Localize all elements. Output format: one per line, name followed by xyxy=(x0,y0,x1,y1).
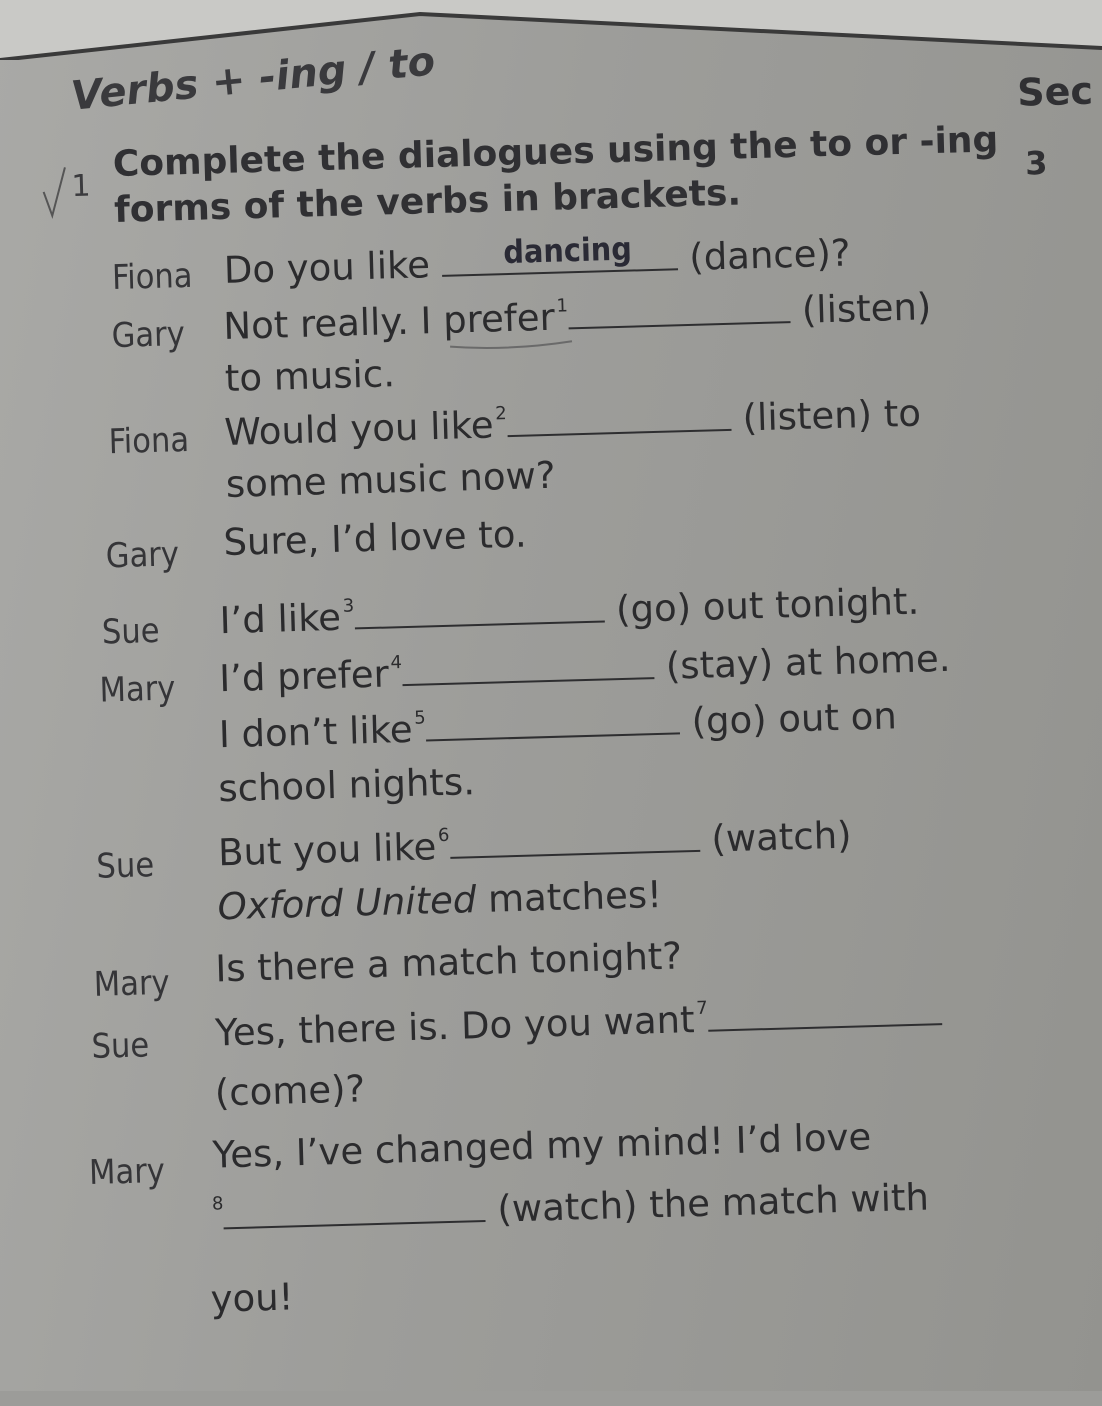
line-text: I don’t like xyxy=(218,707,414,757)
dialogue-line xyxy=(224,390,922,454)
verb-hint: (go) out on xyxy=(690,694,898,744)
answer-blank-3[interactable] xyxy=(354,586,605,629)
side-section-label: Sec xyxy=(1016,68,1094,115)
tick-mark-icon xyxy=(39,163,71,224)
blank-number: 6 xyxy=(437,824,450,847)
speaker-label: Gary xyxy=(111,314,186,357)
blank-number: 2 xyxy=(494,403,507,425)
instruction-line-1: Complete the dialogues using the to or -ing xyxy=(112,119,999,185)
example-answer: dancing xyxy=(502,229,633,272)
blank-number: 1 xyxy=(556,295,569,317)
speaker-label: Mary xyxy=(99,668,176,711)
answer-blank-1[interactable] xyxy=(568,287,791,329)
speaker-label: Sue xyxy=(90,1025,150,1067)
line-text: Not really. I prefer xyxy=(222,295,556,348)
blank-number: 7 xyxy=(695,997,708,1020)
blank-number: 4 xyxy=(390,652,403,674)
answer-blank-8[interactable] xyxy=(223,1186,486,1229)
line-text: matches! xyxy=(487,872,663,921)
line-text: Do you like xyxy=(223,243,431,292)
speaker-label: Sue xyxy=(101,610,161,653)
dialogue-line xyxy=(218,692,897,756)
answer-blank-2[interactable] xyxy=(506,395,731,437)
dialogue-continuation: school nights. xyxy=(217,760,476,811)
verb-hint: (dance)? xyxy=(688,231,852,279)
verb-hint: (watch) the match with xyxy=(496,1175,930,1231)
blank-number: 5 xyxy=(413,707,426,729)
blank-number: 3 xyxy=(342,595,355,617)
dialogue-line xyxy=(219,578,920,643)
line-text: I’d prefer xyxy=(218,652,390,701)
verb-hint: (listen) to xyxy=(742,391,922,440)
dialogue-continuation: (come)? xyxy=(214,1067,366,1115)
verb-hint: (stay) at home. xyxy=(665,636,951,688)
blank-number: 8 xyxy=(211,1193,224,1215)
dialogue-line xyxy=(217,812,852,875)
verb-hint: (watch) xyxy=(710,813,853,861)
speaker-label: Fiona xyxy=(108,419,190,463)
dialogue-line xyxy=(215,989,943,1054)
answer-blank-7[interactable] xyxy=(707,989,942,1032)
side-section-number: 3 xyxy=(1024,143,1048,183)
dialogue-line xyxy=(223,229,851,291)
dialogue-line xyxy=(219,635,951,700)
answer-blank-5[interactable] xyxy=(425,698,680,741)
dialogue-continuation: to music. xyxy=(224,352,396,400)
speaker-label: Sue xyxy=(95,845,155,887)
verb-hint: (listen) xyxy=(801,285,932,332)
dialogue-continuation xyxy=(217,873,662,928)
speaker-label: Mary xyxy=(93,962,171,1005)
speaker-label: Fiona xyxy=(111,255,194,299)
dialogue-continuation: you! xyxy=(209,1275,294,1321)
team-name: Oxford United xyxy=(217,878,477,929)
dialogue-line: Yes, I’ve changed my mind! I’d love xyxy=(211,1115,872,1177)
verb-hint: (go) out tonight. xyxy=(615,579,920,632)
exercise-number: 1 xyxy=(70,168,92,205)
line-text: I’d like xyxy=(219,595,342,643)
answer-blank-6[interactable] xyxy=(449,816,700,859)
section-heading: Verbs + -ing / to xyxy=(69,38,438,120)
dialogue-line: Is there a match tonight? xyxy=(214,934,683,991)
instruction-line-2: forms of the verbs in brackets. xyxy=(113,172,742,231)
line-text: Would you like xyxy=(223,403,495,454)
line-text: But you like xyxy=(217,825,437,875)
dialogue-line: Sure, I’d love to. xyxy=(222,512,528,565)
line-text: Yes, there is. Do you want xyxy=(214,998,696,1055)
answer-blank-example xyxy=(441,229,678,277)
answer-blank-4[interactable] xyxy=(402,643,655,686)
dialogue-continuation: some music now? xyxy=(225,453,556,506)
dialogue-line xyxy=(210,1174,930,1239)
speaker-label: Mary xyxy=(88,1150,166,1194)
speaker-label: Gary xyxy=(105,534,180,577)
pencil-underline xyxy=(448,335,579,359)
